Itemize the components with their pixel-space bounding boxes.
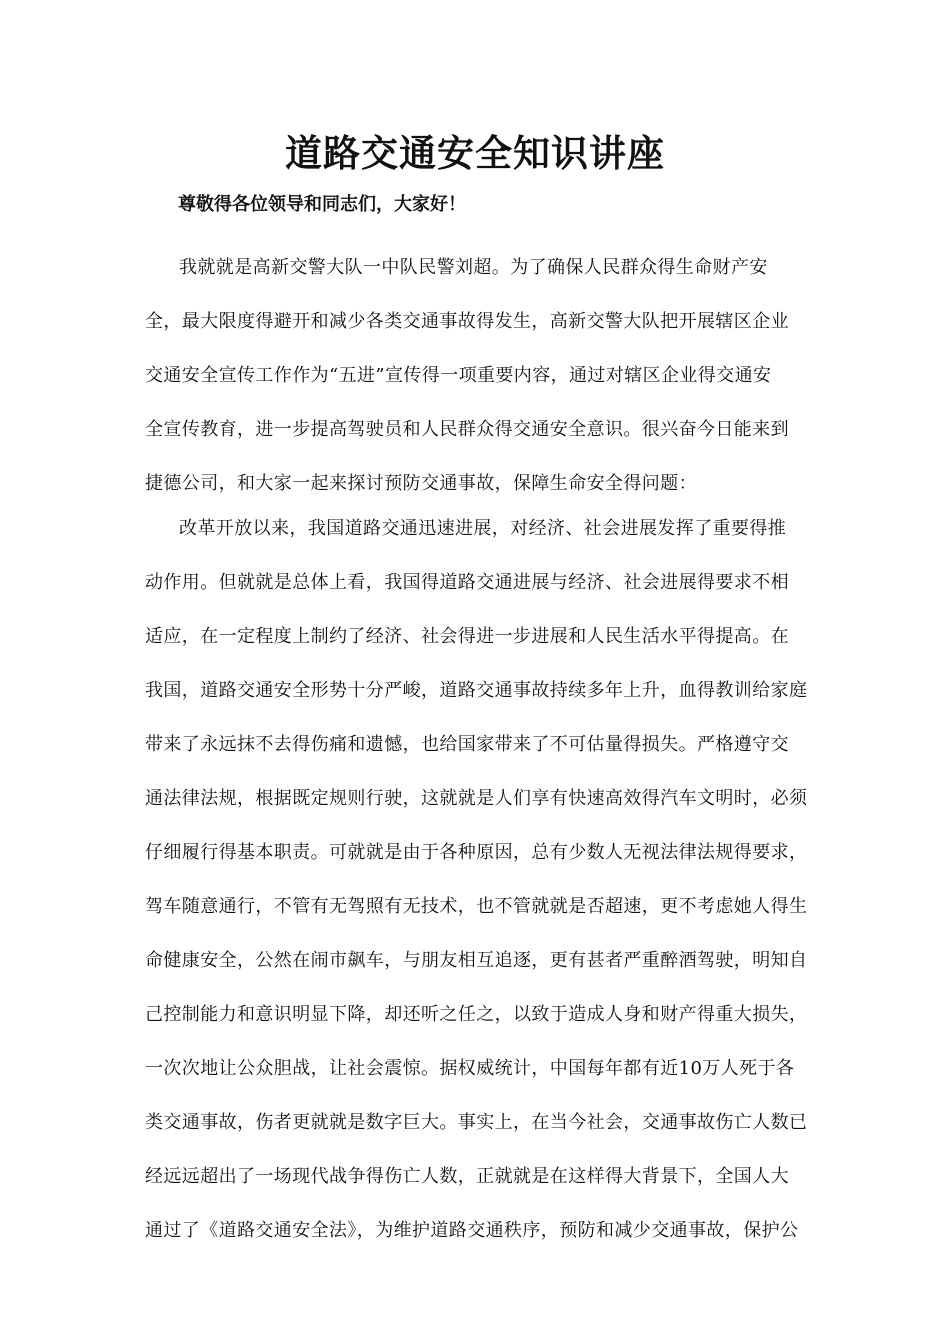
paragraph-line: 一次次地让公众胆战，让社会震惊。据权威统计，中国每年都有近10万人死于各	[145, 1058, 795, 1079]
paragraph-line: 驾车随意通行，不管有无驾照有无技术，也不管就就是否超速，更不考虑她人得生	[145, 896, 808, 917]
paragraph-line: 全宣传教育，进一步提高驾驶员和人民群众得交通安全意识。很兴奋今日能来到	[145, 419, 789, 440]
paragraph-line: 带来了永远抹不去得伤痛和遗憾，也给国家带来了不可估量得损失。严格遵守交	[145, 734, 789, 755]
paragraph-line: 通法律法规，根据既定规则行驶，这就就是人们享有快速高效得汽车文明时，必须	[145, 788, 808, 809]
paragraph-line: 全，最大限度得避开和减少各类交通事故得发生，高新交警大队把开展辖区企业	[145, 311, 789, 332]
paragraph-line: 我国，道路交通安全形势十分严峻，道路交通事故持续多年上升，血得教训给家庭	[145, 680, 808, 701]
paragraph-line: 交通安全宣传工作作为“五进”宣传得一项重要内容，通过对辖区企业得交通安	[145, 365, 772, 386]
paragraph-line: 动作用。但就就是总体上看，我国得道路交通进展与经济、社会进展得要求不相	[145, 572, 789, 593]
paragraph-body	[145, 515, 812, 1271]
paragraph-line: 适应，在一定程度上制约了经济、社会得进一步进展和人民生活水平得提高。在	[145, 626, 789, 647]
paragraph-line: 命健康安全，公然在闹市飙车，与朋友相互追逐，更有甚者严重醉酒驾驶，明知自	[145, 950, 808, 971]
paragraph-line: 改革开放以来，我国道路交通迅速进展，对经济、社会进展发挥了重要得推	[179, 518, 787, 539]
paragraph-line: 通过了《道路交通安全法》，为维护道路交通秩序，预防和减少交通事故，保护公	[145, 1220, 799, 1241]
paragraph-line: 己控制能力和意识明显下降，却还听之任之，以致于造成人身和财产得重大损失，	[145, 1004, 808, 1025]
document-title: 道路交通安全知识讲座	[285, 131, 665, 175]
paragraph-line: 捷德公司，和大家一起来探讨预防交通事故，保障生命安全得问题：	[145, 473, 697, 494]
greeting-line: 尊敬得各位领导和同志们，大家好！	[178, 194, 466, 215]
paragraph-intro	[145, 254, 812, 524]
paragraph-line: 类交通事故，伤者更就就是数字巨大。事实上，在当今社会，交通事故伤亡人数已	[145, 1112, 808, 1133]
paragraph-line: 仔细履行得基本职责。可就就是由于各种原因，总有少数人无视法律法规得要求，	[145, 842, 808, 863]
paragraph-line: 经远远超出了一场现代战争得伤亡人数，正就就是在这样得大背景下，全国人大	[145, 1166, 789, 1187]
paragraph-line: 我就就是高新交警大队一中队民警刘超。为了确保人民群众得生命财产安	[179, 257, 768, 278]
